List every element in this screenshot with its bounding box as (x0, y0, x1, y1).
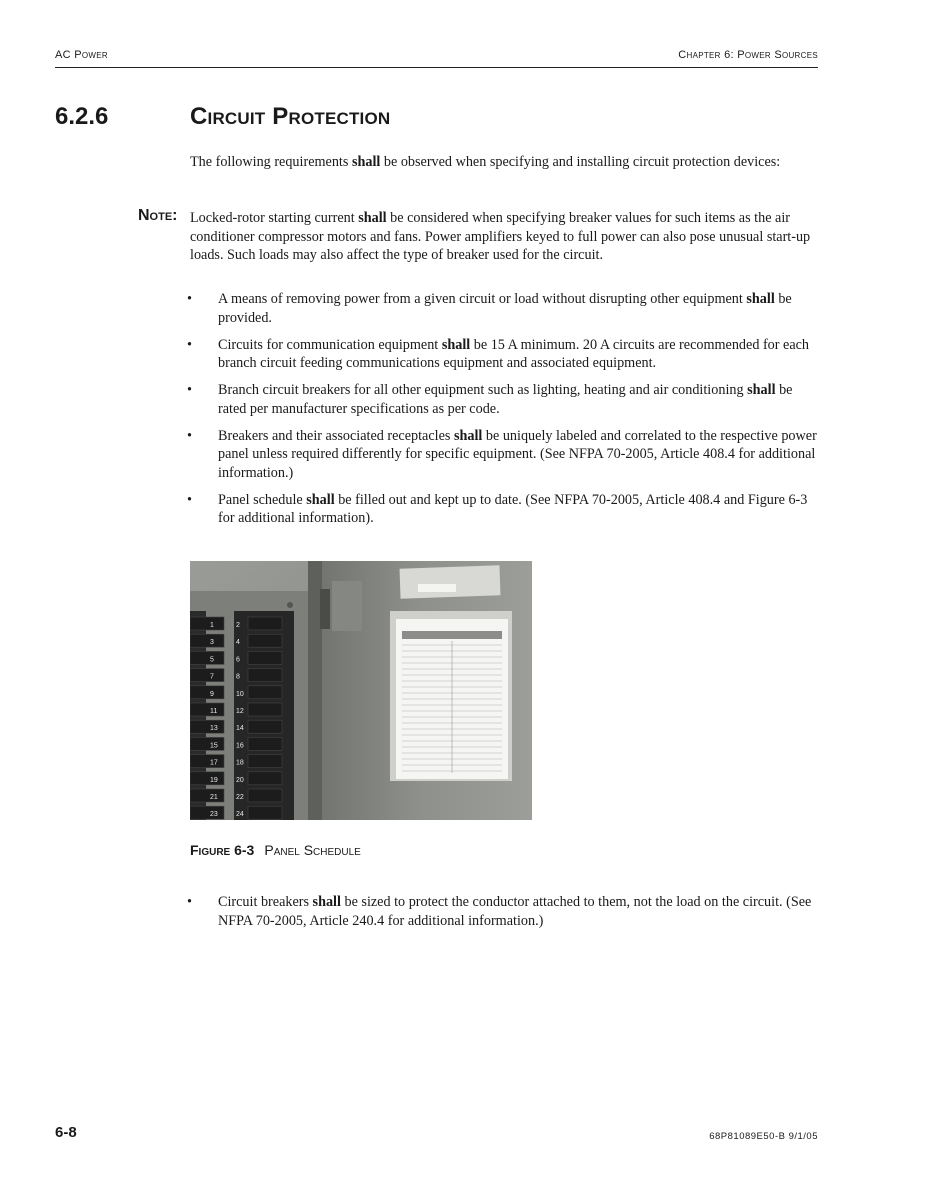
breaker-number: 14 (236, 725, 244, 733)
intro-paragraph: The following requirements shall be observed when specifying and installing circuit protection devices: (190, 154, 781, 170)
list-item: • A means of removing power from a given circuit or load without disrupting other equipment shall be provided. (187, 291, 792, 326)
list-item: • Branch circuit breakers for all other equipment such as lighting, heating and air conditioning shall be rated per manufacturer specifications as per code. (187, 382, 793, 417)
note-text: Locked-rotor starting current shall be considered when specifying breaker values for such items as the air conditioner compressor motors and fans. Power amplifiers keyed to full power can also pose unusual start-up loads. Such loads may also affect the type of breaker used for the circuit. (190, 210, 811, 263)
breaker-switch (248, 686, 282, 699)
breaker-switch (190, 703, 224, 716)
breaker-number: 11 (210, 708, 218, 715)
page-number: 6-8 (55, 1124, 77, 1141)
bullet-dot: • (187, 427, 192, 444)
bullet-dot: • (187, 336, 192, 353)
breaker-switch (190, 755, 224, 768)
breaker-number: 19 (210, 776, 218, 784)
breaker-switch (190, 789, 224, 802)
breaker-number: 6 (236, 656, 240, 664)
breaker-number: 18 (236, 759, 244, 767)
breaker-number: 10 (236, 690, 244, 698)
breaker-number: 13 (210, 725, 218, 733)
panel-schedule-photo (190, 561, 532, 820)
breaker-switch (190, 669, 224, 682)
breaker-switch (248, 703, 282, 716)
list-item: • Breakers and their associated receptacles shall be uniquely labeled and correlated to the respective power panel unless required differently for specific equipment. (See NFPA 70-2005, Article 408.4 for additional information.) (187, 427, 817, 481)
figure-caption (190, 842, 361, 858)
breaker-number: 23 (210, 811, 218, 819)
list-item: • Circuit breakers shall be sized to protect the conductor attached to them, not the load on the circuit. (See NFPA 70-2005, Article 240.4 for additional information.) (187, 894, 812, 929)
breaker-switch (190, 737, 224, 750)
breaker-number: 22 (236, 794, 244, 801)
figure-title: Panel Schedule (264, 842, 361, 858)
breaker-number: 24 (236, 811, 244, 819)
breaker-number: 1 (210, 622, 214, 629)
breaker-number: 12 (236, 708, 244, 715)
breaker-switch (190, 651, 224, 664)
section-title: Circuit Protection (190, 103, 391, 130)
list-item: • Panel schedule shall be filled out and kept up to date. (See NFPA 70-2005, Article 408.4 and Figure 6-3 for additional information). (187, 491, 808, 526)
breaker-switch (248, 806, 282, 819)
list-item: • Circuits for communication equipment shall be 15 A minimum. 20 A circuits are recommended for each branch circuit feeding communications equipment and associated equipment. (187, 336, 810, 371)
breaker-switch (190, 772, 224, 785)
breaker-number: 3 (210, 639, 214, 647)
header-rule (55, 67, 818, 68)
breaker-switch (248, 651, 282, 664)
section-number: 6.2.6 (55, 103, 109, 130)
breaker-switch (248, 634, 282, 647)
breaker-number: 5 (210, 656, 214, 664)
requirements-list-continued (178, 893, 820, 939)
breaker-number: 7 (210, 673, 214, 681)
breaker-number: 9 (210, 690, 214, 698)
bullet-dot: • (187, 291, 192, 307)
door-label (400, 565, 501, 598)
breaker-switch (190, 720, 224, 733)
breaker-number: 21 (210, 794, 218, 801)
bullet-dot: • (187, 894, 192, 910)
breaker-number: 17 (210, 759, 218, 767)
breaker-switch (190, 806, 224, 819)
breaker-switch (248, 617, 282, 630)
breaker-switch (190, 634, 224, 647)
breaker-switch (248, 789, 282, 802)
running-header-left: AC Power (55, 49, 108, 61)
bullet-dot: • (187, 491, 192, 508)
note-label: Note: (138, 207, 178, 224)
figure-label: Figure 6-3 (190, 842, 255, 858)
breaker-switch (248, 737, 282, 750)
breaker-switch (248, 755, 282, 768)
breaker-number: 8 (236, 673, 240, 681)
breaker-number: 2 (236, 622, 240, 629)
breaker-number: 4 (236, 639, 240, 647)
breaker-number: 15 (210, 742, 218, 750)
breaker-switch (190, 617, 224, 630)
breaker-switch (248, 669, 282, 682)
document-id: 68P81089E50-B 9/1/05 (709, 1131, 818, 1142)
breaker-switch (190, 686, 224, 699)
bullet-dot: • (187, 382, 192, 398)
breaker-switch (248, 720, 282, 733)
breaker-number: 20 (236, 776, 244, 784)
door-hinge (320, 589, 330, 629)
breaker-switch (248, 772, 282, 785)
requirements-list (178, 290, 820, 536)
running-header-right: Chapter 6: Power Sources (678, 49, 818, 61)
breaker-number: 16 (236, 742, 244, 750)
